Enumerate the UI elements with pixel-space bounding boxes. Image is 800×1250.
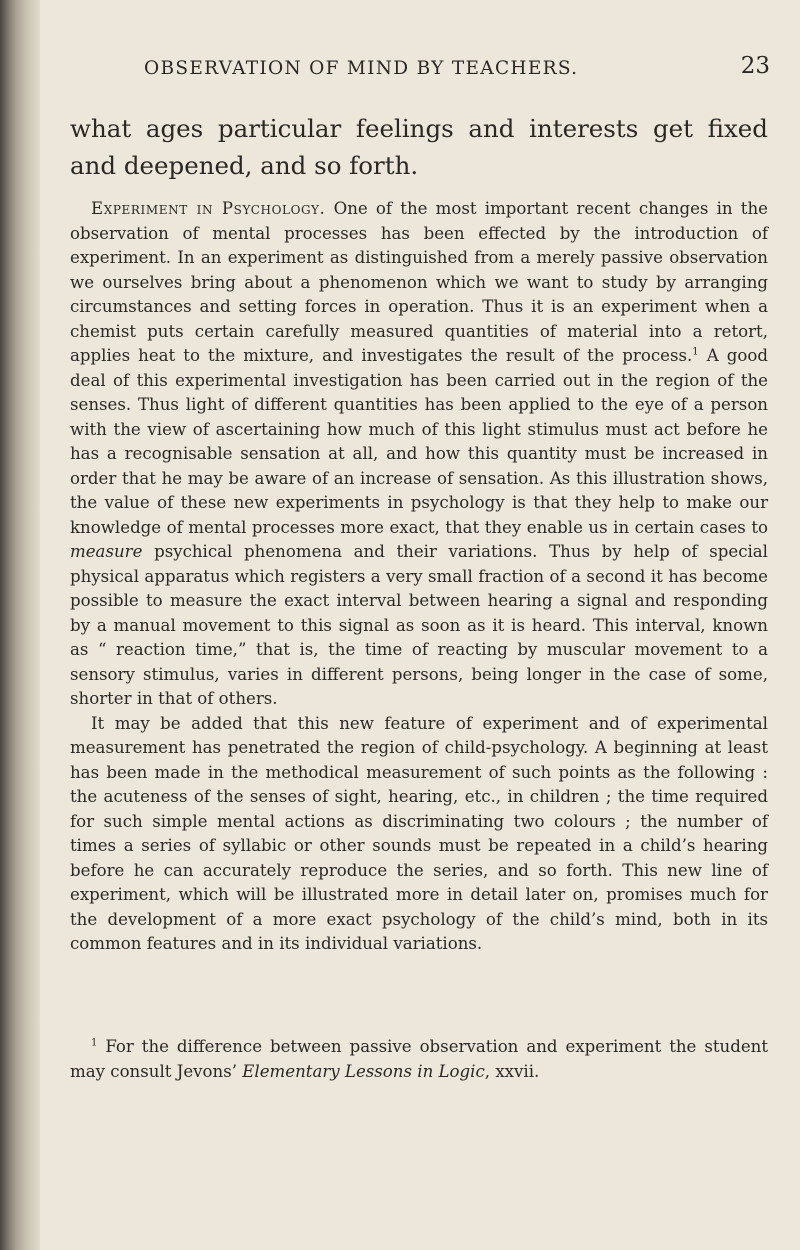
footnote-body: For the difference between passive observation and experiment the student may consult Jevons’ xyxy=(70,1037,768,1081)
page-number: 23 xyxy=(740,53,770,79)
page-header xyxy=(40,53,800,88)
paragraph xyxy=(70,197,768,712)
section-heading: Experiment in Psychology. xyxy=(91,199,326,218)
book-page xyxy=(40,0,800,1250)
book-title: Elementary Lessons in Logic xyxy=(242,1061,485,1081)
paragraph-text: One of the most important recent changes in the observation of mental processes has been effected by the introduction of experiment. In an experiment as distinguished from a merely passive observation we ourselves bring about a phenomenon which we want to study by arranging circumstances and setting forces in operation. Thus it is an experiment when a chemist puts certain carefully measured quantities of material into a retort, applies heat to the mixture, and investigates the result of the process. xyxy=(70,199,768,365)
paragraph-text: A good deal of this experimental investigation has been carried out in the region of the senses. Thus light of different quantities has been applied to the eye of a person with the view of ascertaining how much of this light stimulus must act before he has a recognisable sensation at all, and how this quantity must be increased in order that he may be aware of an increase of sensation. As this illustration shows, the value of these new experiments in psychology is that they help to make our knowledge of mental processes more exact, that they enable us in certain cases to xyxy=(70,346,768,537)
footnote-body: , xxvii. xyxy=(484,1061,540,1081)
footnote-reference: 1 xyxy=(692,346,699,358)
running-head: OBSERVATION OF MIND BY TEACHERS. xyxy=(144,58,579,79)
section-experiment-in-psychology xyxy=(70,197,768,957)
footnote-marker: 1 xyxy=(91,1037,98,1049)
book-spine-shadow xyxy=(0,0,40,1250)
paragraph: It may be added that this new feature of experiment and of experimental measurement has penetrated the region of child-psychology. A beginning at least has been made in the methodical measurement of such points as the following : the acuteness of the senses of sight, hearing, etc., in children ; the time required for such simple mental actions as discriminating two colours ; the number of times a series of syllabic or other sounds must be repeated in a child’s hearing before he can accurately reproduce the series, and so forth. This new line of experiment, which will be illustrated more in detail later on, promises much for the development of a more exact psychology of the child’s mind, both in its common features and in its individual variations. xyxy=(70,713,768,953)
continued-paragraph: what ages particular feelings and interests get fixed and deepened, and so forth. xyxy=(70,114,768,180)
footnote-text xyxy=(70,1035,768,1084)
paragraph-text: psychical phenomena and their variations. Thus by help of special physical apparatus which registers a very small fraction of a second it has become possible to measure the exact interval between hearing a signal and responding by a manual movement to this signal as soon as it is heard. This interval, known as “ reaction time,” that is, the time of reacting by muscular movement to a sensory stimulus, varies in different persons, being longer in the case of some, shorter in that of others. xyxy=(70,542,768,708)
emphasized-word: measure xyxy=(70,542,143,561)
footnote xyxy=(70,1035,768,1084)
